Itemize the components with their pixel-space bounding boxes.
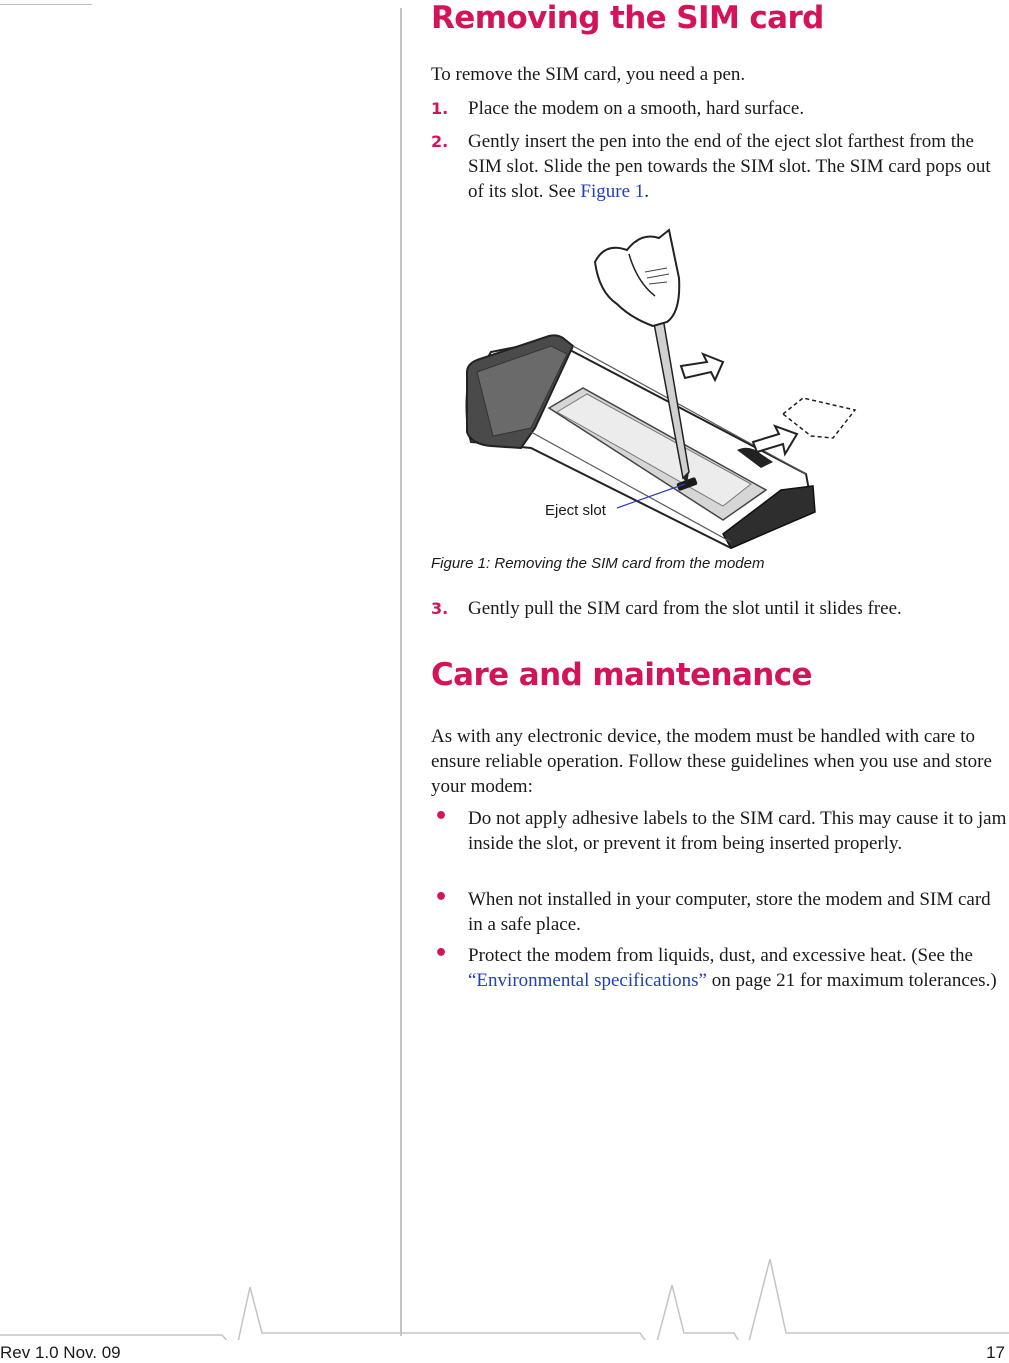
footer-revision: Rev 1.0 Nov. 09 bbox=[0, 1343, 121, 1362]
bullet-item bbox=[431, 887, 1009, 937]
bullet-item bbox=[431, 943, 1009, 993]
environmental-specs-link[interactable]: “Environmental specifications” bbox=[468, 970, 707, 991]
step-text-part: . bbox=[644, 181, 650, 202]
eject-slot-callout: Eject slot bbox=[545, 502, 606, 519]
step-text: Gently pull the SIM card from the slot until it slides free. bbox=[468, 598, 902, 619]
bullet-text-part: Protect the modem from liquids, dust, and excessive heat. (See the bbox=[468, 945, 973, 966]
bullet-icon: • bbox=[434, 941, 449, 966]
care-intro-paragraph: As with any electronic device, the modem must be handled with care to ensure reliable operation. Follow these guidelines when you use and store your modem: bbox=[431, 726, 992, 797]
step-number: 2. bbox=[431, 132, 449, 151]
figure-caption: Figure 1: Removing the SIM card from the modem bbox=[431, 555, 765, 572]
bullet-text bbox=[468, 943, 1009, 993]
modem-sim-removal-illustration bbox=[431, 222, 871, 557]
margin-rule bbox=[400, 8, 402, 1336]
step-text bbox=[468, 129, 1009, 204]
bullet-icon: • bbox=[434, 804, 449, 829]
bullet-item bbox=[431, 806, 1009, 856]
step-1 bbox=[431, 96, 1009, 121]
bullet-text-part: on page 21 for maximum tolerances.) bbox=[707, 970, 997, 991]
section-heading-removing-sim: Removing the SIM card bbox=[431, 0, 824, 36]
footer-page-number: 17 bbox=[986, 1343, 1005, 1362]
intro-paragraph: To remove the SIM card, you need a pen. bbox=[431, 64, 746, 85]
footer-waveform-decoration bbox=[0, 1255, 1009, 1340]
step-number: 3. bbox=[431, 599, 449, 618]
step-text-part: Gently insert the pen into the end of the eject slot farthest from the SIM slot. Slide the pen towards the SIM slot. The SIM card pops out of its slot. See bbox=[468, 131, 991, 202]
bullet-text: When not installed in your computer, store the modem and SIM card in a safe place. bbox=[468, 889, 991, 935]
step-3 bbox=[431, 596, 1009, 621]
step-text: Place the modem on a smooth, hard surface. bbox=[468, 98, 805, 119]
section-heading-care: Care and maintenance bbox=[431, 657, 812, 693]
step-number: 1. bbox=[431, 99, 449, 118]
bullet-text: Do not apply adhesive labels to the SIM card. This may cause it to jam inside the slot, or prevent it from being inserted properly. bbox=[468, 808, 1007, 854]
figure-1-link[interactable]: Figure 1 bbox=[580, 181, 645, 202]
top-rule bbox=[0, 4, 92, 5]
step-2 bbox=[431, 129, 1009, 204]
bullet-icon: • bbox=[434, 885, 449, 910]
